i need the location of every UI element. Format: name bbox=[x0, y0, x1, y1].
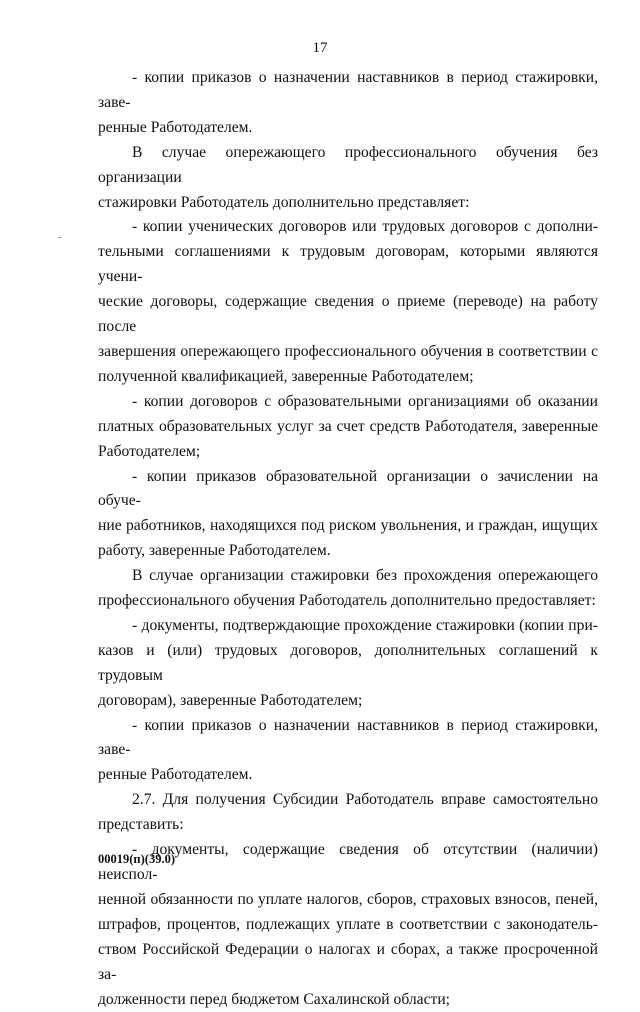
text-line: - копии приказов о назначении наставников в период стажировки, заве- bbox=[98, 716, 598, 759]
paragraph bbox=[98, 564, 598, 614]
text-line: представить: bbox=[98, 816, 184, 834]
page-number: 17 bbox=[312, 40, 328, 56]
text-line: завершения опережающего профессионального обучения в соответствии с bbox=[98, 342, 598, 360]
text-line: работу, заверенные Работодателем. bbox=[98, 542, 331, 560]
margin-mark bbox=[58, 237, 61, 238]
text-line: ренные Работодателем. bbox=[98, 118, 253, 136]
text-line: 2.7. Для получения Субсидии Работодатель вправе самостоятельно bbox=[132, 791, 598, 809]
paragraph bbox=[98, 788, 598, 838]
paragraph bbox=[98, 465, 598, 565]
text-line: В случае опережающего профессионального обучения без организации bbox=[98, 143, 598, 186]
text-line: тельными соглашениями к трудовым договорам, которыми являются учени- bbox=[98, 243, 598, 286]
paragraph bbox=[98, 390, 598, 465]
paragraph bbox=[98, 215, 598, 389]
footer-document-code: 00019(п)(39.0) bbox=[98, 852, 175, 866]
text-line: - копии ученических договоров или трудовых договоров с дополни- bbox=[132, 218, 598, 236]
paragraph bbox=[98, 714, 598, 789]
text-line: ческие договоры, содержащие сведения о приеме (переводе) на работу после bbox=[98, 293, 598, 336]
text-line: - документы, содержащие сведения об отсутствии (наличии) неиспол- bbox=[98, 841, 598, 883]
text-line: - копии приказов образовательной организации о зачислении на обуче- bbox=[98, 467, 598, 510]
paragraph bbox=[98, 614, 598, 714]
text-line: профессионального обучения Работодатель дополнительно предоставляет: bbox=[98, 592, 596, 610]
text-line: полученной квалификацией, заверенные Работодателем; bbox=[98, 367, 474, 385]
text-line: штрафов, процентов, подлежащих уплате в соответствии с законодатель- bbox=[98, 915, 598, 933]
text-line: В случае организации стажировки без прохождения опережающего bbox=[132, 567, 598, 585]
text-line: ством Российской Федерации о налогах и сборах, а также просроченной за- bbox=[98, 940, 598, 983]
text-line: ренные Работодателем. bbox=[98, 766, 253, 784]
text-line: ние работников, находящихся под риском увольнения, и граждан, ищущих bbox=[98, 517, 598, 535]
text-line: стажировки Работодатель дополнительно представляет: bbox=[98, 193, 470, 211]
text-line: - документы, подтверждающие прохождение стажировки (копии при- bbox=[132, 616, 598, 634]
text-line: долженности перед бюджетом Сахалинской области; bbox=[98, 990, 451, 1008]
text-line: казов и (или) трудовых договоров, дополнительных соглашений к трудовым bbox=[98, 641, 598, 684]
paragraph bbox=[98, 141, 598, 216]
text-line: ненной обязанности по уплате налогов, сборов, страховых взносов, пеней, bbox=[98, 890, 598, 908]
text-line: - копии договоров с образовательными организациями об оказании bbox=[132, 392, 598, 410]
document-body bbox=[98, 66, 598, 1012]
paragraph bbox=[98, 66, 598, 141]
text-line: платных образовательных услуг за счет средств Работодателя, заверенные bbox=[98, 417, 598, 435]
text-line: - копии приказов о назначении наставников в период стажировки, заве- bbox=[98, 69, 598, 111]
text-line: договорам), заверенные Работодателем; bbox=[98, 691, 363, 709]
text-line: Работодателем; bbox=[98, 442, 201, 460]
